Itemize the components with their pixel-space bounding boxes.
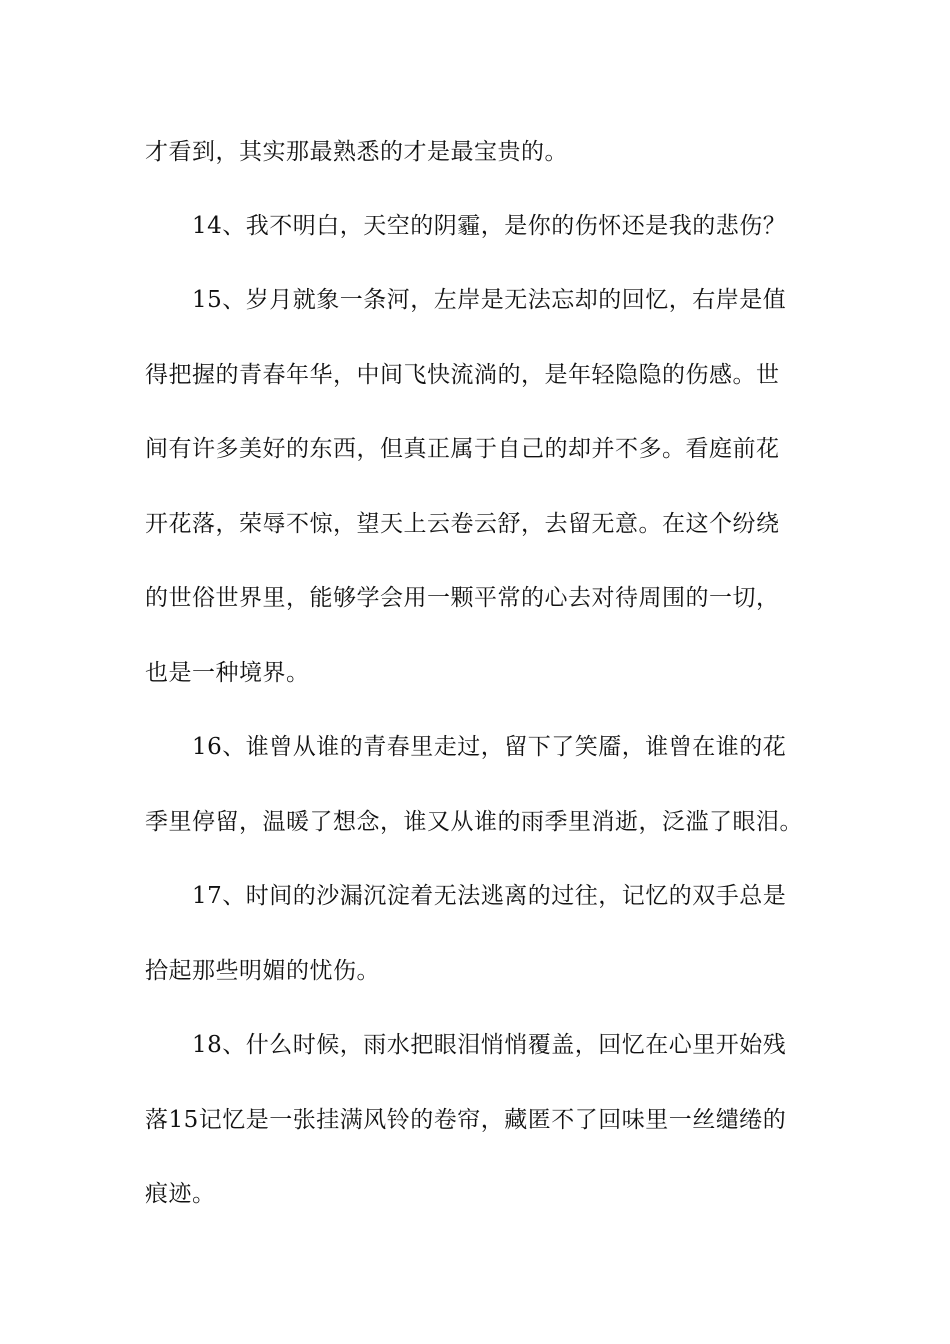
paragraph-18-line-1: 18、什么时候，雨水把眼泪悄悄覆盖，回忆在心里开始残	[192, 1032, 787, 1058]
paragraph-15-line-2: 得把握的青春年华，中间飞快流淌的，是年轻隐隐的伤感。世	[145, 362, 780, 388]
paragraph-14: 14、我不明白，天空的阴霾，是你的伤怀还是我的悲伤？	[192, 213, 787, 239]
paragraph-17-line-2: 拾起那些明媚的忧伤。	[145, 958, 380, 984]
paragraph-16-line-1: 16、谁曾从谁的青春里走过，留下了笑靥，谁曾在谁的花	[192, 734, 787, 760]
paragraph-15-line-6: 也是一种境界。	[145, 660, 310, 686]
paragraph-18-line-2: 落15记忆是一张挂满风铃的卷帘，藏匿不了回味里一丝缱绻的	[145, 1107, 787, 1133]
paragraph-15-line-5: 的世俗世界里，能够学会用一颗平常的心去对待周围的一切，	[145, 585, 780, 611]
paragraph-15-line-4: 开花落，荣辱不惊，望天上云卷云舒，去留无意。在这个纷绕	[145, 511, 780, 537]
paragraph-18-line-3: 痕迹。	[145, 1181, 216, 1207]
paragraph-15-line-1: 15、岁月就象一条河，左岸是无法忘却的回忆，右岸是值	[192, 287, 787, 313]
paragraph-17-line-1: 17、时间的沙漏沉淀着无法逃离的过往，记忆的双手总是	[192, 883, 787, 909]
paragraph-15-line-3: 间有许多美好的东西，但真正属于自己的却并不多。看庭前花	[145, 436, 780, 462]
paragraph-16-line-2: 季里停留，温暖了想念，谁又从谁的雨季里消逝，泛滥了眼泪。	[145, 809, 803, 835]
paragraph-13-line-end: 才看到，其实那最熟悉的才是最宝贵的。	[145, 139, 568, 165]
